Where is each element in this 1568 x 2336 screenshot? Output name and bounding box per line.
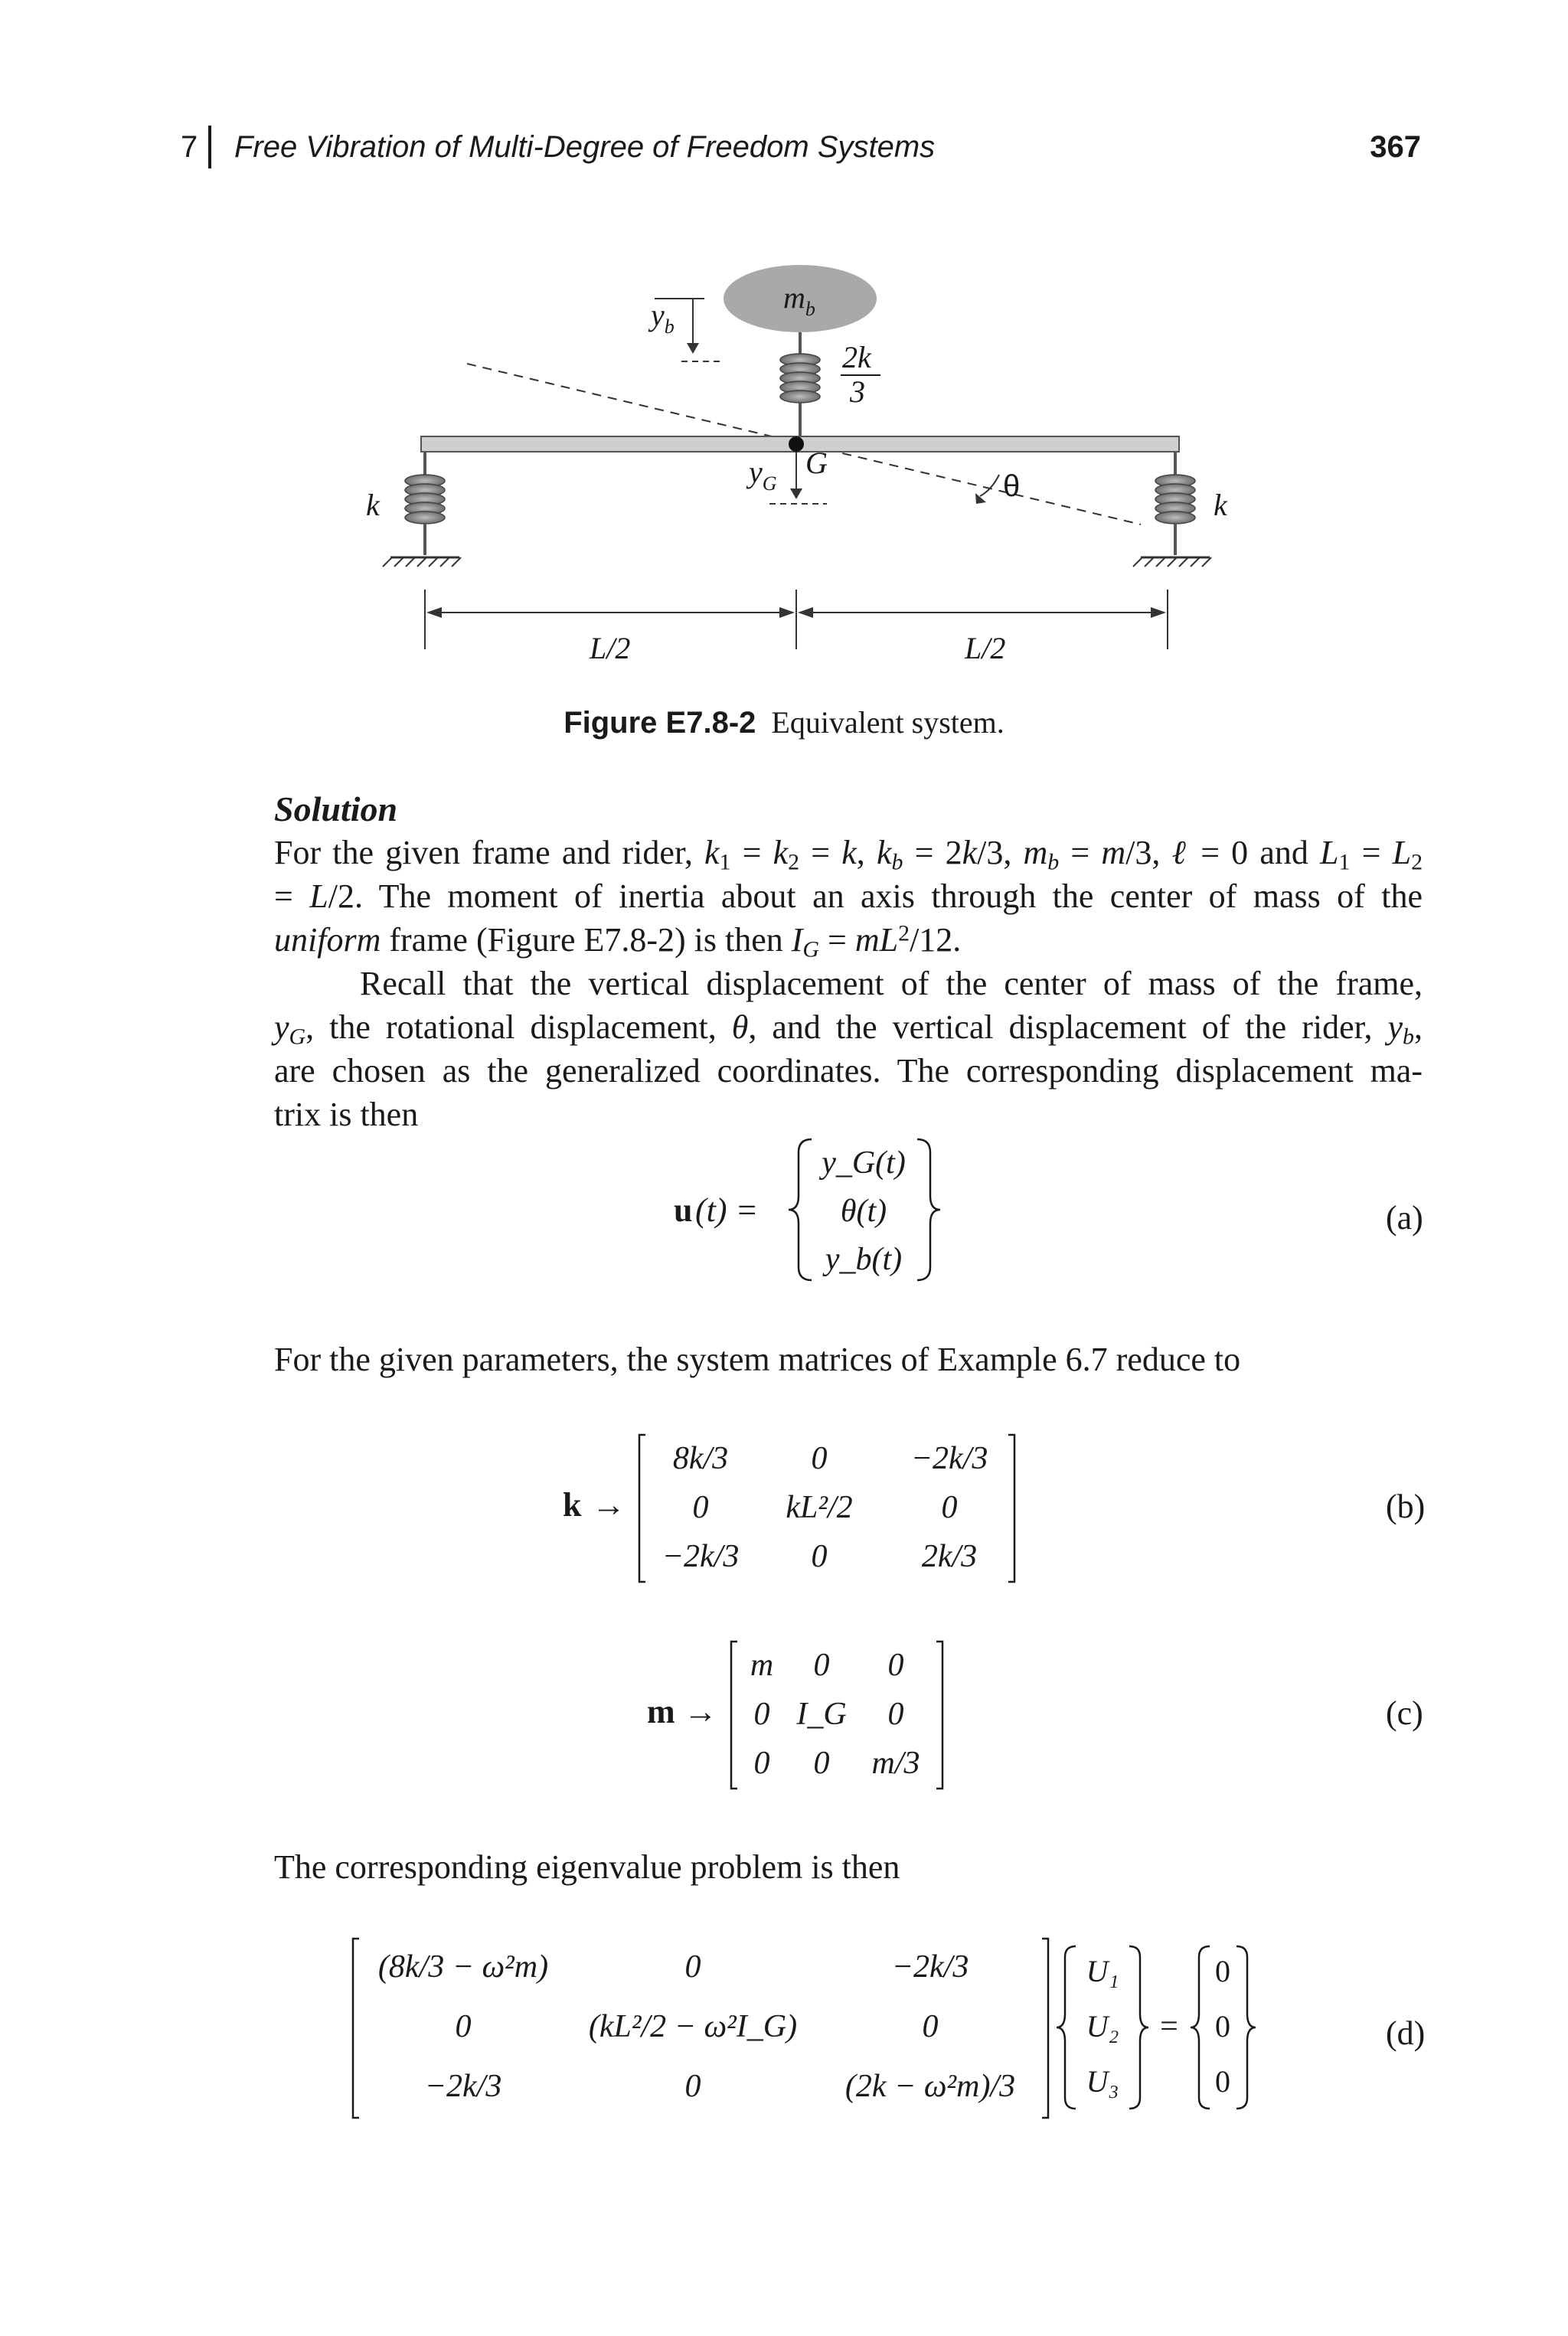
eq-d-cell: −2k/3 (891, 1949, 969, 1985)
theta-arc (980, 475, 999, 496)
equation-d (348, 1929, 1267, 2129)
paragraph-3-line: For the given parameters, the system matrices of Example 6.7 reduce to (274, 1341, 1241, 1378)
eq-c-label: (c) (1386, 1694, 1423, 1732)
solution-heading: Solution (274, 789, 398, 828)
eq-c-cell: 0 (753, 1697, 770, 1732)
eq-b-cell: 0 (692, 1490, 709, 1525)
theta-label: θ (1003, 469, 1021, 503)
eq-c-cell: 0 (887, 1648, 904, 1683)
left-spring (383, 452, 461, 567)
paragraph-2-line-3: are chosen as the generalized coordinates. The corresponding displacement ma- (274, 1052, 1423, 1090)
center-spring-numerator: 2k (842, 340, 871, 374)
eq-d-cell: (8k/3 − ω²m) (377, 1949, 549, 1985)
equivalent-system-figure (306, 253, 1263, 681)
right-dimension-label: L/2 (965, 631, 1006, 665)
paragraph-2-line-2: $y_G$, the rotational displacement, θ, and the vertical displacement of the rider, $y_b$, (274, 1008, 1423, 1050)
eq-d-cell: 0 (684, 1949, 701, 1985)
left-spring-label: k (366, 488, 380, 522)
eq-c-right-bracket (936, 1642, 942, 1789)
g-label: G (805, 446, 828, 480)
eq-b-cell: 2k/3 (921, 1539, 978, 1574)
eq-d-zero-entry: 0 (1215, 2064, 1230, 2099)
eq-d-zero-left-brace (1191, 1946, 1210, 2109)
figure-caption-text: Equivalent system. (771, 705, 1004, 740)
eq-a-lhs-args: (t) = (695, 1191, 759, 1229)
paragraph-2-line-1: Recall that the vertical displacement of the center of mass of the frame, (360, 965, 1423, 1002)
chapter-number: 7 (181, 130, 198, 164)
figure-caption (0, 704, 1568, 740)
eq-c-cell: 0 (753, 1746, 770, 1781)
eq-c-cell: m (750, 1648, 774, 1683)
eq-d-cell: (2k − ω²m)/3 (844, 2069, 1016, 2104)
eq-d-equals: = (1160, 2009, 1178, 2044)
paragraph-1-line-2: = L/2. The moment of inertia about an axis through the center of mass of the (274, 877, 1423, 915)
eq-b-left-bracket (639, 1435, 645, 1582)
figure-caption-label: Figure E7.8-2 (564, 706, 756, 740)
paragraph-1-line-3: uniform frame (Figure E7.8-2) is then $I_G = mL^2/12$. (274, 920, 962, 962)
eq-c-arrow: → (684, 1693, 717, 1730)
yb-label: $y_b$ (651, 298, 675, 338)
paragraph-1-line-1: For the given frame and rider, $k_1 = k_2 = k$, $k_b = 2k/3$, $m_b = m/3$, ℓ = 0 and $L_1 = L_2$ (274, 834, 1423, 875)
eq-a-left-brace (789, 1139, 812, 1280)
equation-c (647, 1631, 969, 1799)
eq-c-cell: 0 (813, 1648, 830, 1683)
eq-a-right-brace (917, 1139, 940, 1280)
header-divider (208, 126, 211, 168)
theta-arrowhead (975, 493, 986, 504)
eq-c-cell: 0 (813, 1746, 830, 1781)
eq-d-zero-entry: 0 (1215, 2009, 1230, 2044)
eq-d-zero-right-brace (1236, 1946, 1256, 2109)
eq-c-lhs-matrix: m (647, 1693, 675, 1730)
uniform-word: uniform (274, 921, 381, 959)
eq-b-cell: −2k/3 (662, 1539, 740, 1574)
eq-b-right-bracket (1008, 1435, 1014, 1582)
eq-c-cell: m/3 (871, 1746, 920, 1781)
eq-d-label: (d) (1386, 2014, 1426, 2052)
eq-b-cell: −2k/3 (910, 1441, 988, 1476)
center-of-mass-point (789, 436, 804, 452)
eq-d-zero-entry: 0 (1215, 1954, 1230, 1988)
eq-d-cell: (kL²/2 − ω²I_G) (588, 2009, 798, 2044)
right-spring-label: k (1214, 488, 1227, 522)
chapter-title: Free Vibration of Multi-Degree of Freedom Systems (234, 130, 936, 164)
dimension-lines (425, 590, 1168, 649)
eq-d-u-entry: U₁ (1086, 1954, 1119, 1988)
eq-a-row-2: θ(t) (840, 1194, 887, 1229)
eq-c-cell: I_G (796, 1697, 847, 1732)
eq-d-left-bracket (353, 1939, 359, 2118)
eq-d-cell: 0 (922, 2009, 939, 2044)
solution-paragraph-3 (274, 1338, 1423, 1381)
eq-b-lhs-matrix: k (563, 1486, 582, 1524)
equation-a (674, 1126, 934, 1294)
equation-b (563, 1424, 1022, 1593)
paragraph-4-line: The corresponding eigenvalue problem is then (274, 1848, 900, 1886)
solution-paragraph-4 (274, 1845, 1423, 1889)
eq-a-row-1: y_G(t) (822, 1145, 906, 1181)
right-spring (1133, 452, 1211, 567)
eq-d-cell: 0 (455, 2009, 472, 2044)
eq-c-cell: 0 (887, 1697, 904, 1732)
yg-label: $y_G$ (749, 455, 777, 495)
eq-d-u-entry: U₂ (1086, 2009, 1119, 2044)
center-spring-denominator: 3 (850, 374, 865, 409)
eq-d-cell: 0 (684, 2069, 701, 2104)
center-spring (780, 332, 820, 436)
running-header (181, 130, 1421, 176)
eq-b-cell: 0 (811, 1441, 828, 1476)
eq-a-label: (a) (1386, 1199, 1423, 1237)
eq-b-cell: 0 (811, 1539, 828, 1574)
eq-d-cell: −2k/3 (424, 2069, 502, 2104)
rider-mass-label: $m_b$ (783, 280, 815, 320)
eq-b-arrow: → (592, 1486, 626, 1524)
left-dimension-label: L/2 (590, 631, 631, 665)
eq-b-cell: 8k/3 (672, 1441, 729, 1476)
eq-a-row-3: y_b(t) (825, 1242, 903, 1277)
page-number: 367 (1370, 130, 1421, 164)
eq-b-cell: kL²/2 (786, 1490, 853, 1525)
eq-d-right-bracket (1042, 1939, 1048, 2118)
eq-d-u-left-brace (1057, 1946, 1076, 2109)
eq-b-label: (b) (1386, 1488, 1426, 1525)
eq-b-cell: 0 (941, 1490, 958, 1525)
solution-paragraph-2 (274, 962, 1423, 1136)
paragraph-2-line-4: trix is then (274, 1096, 419, 1133)
eq-d-u-right-brace (1129, 1946, 1148, 2109)
solution-paragraph-1 (274, 831, 1423, 962)
eq-c-left-bracket (731, 1642, 737, 1789)
eq-d-u-entry: U₃ (1086, 2064, 1119, 2099)
eq-a-lhs-vector: u (674, 1191, 693, 1229)
